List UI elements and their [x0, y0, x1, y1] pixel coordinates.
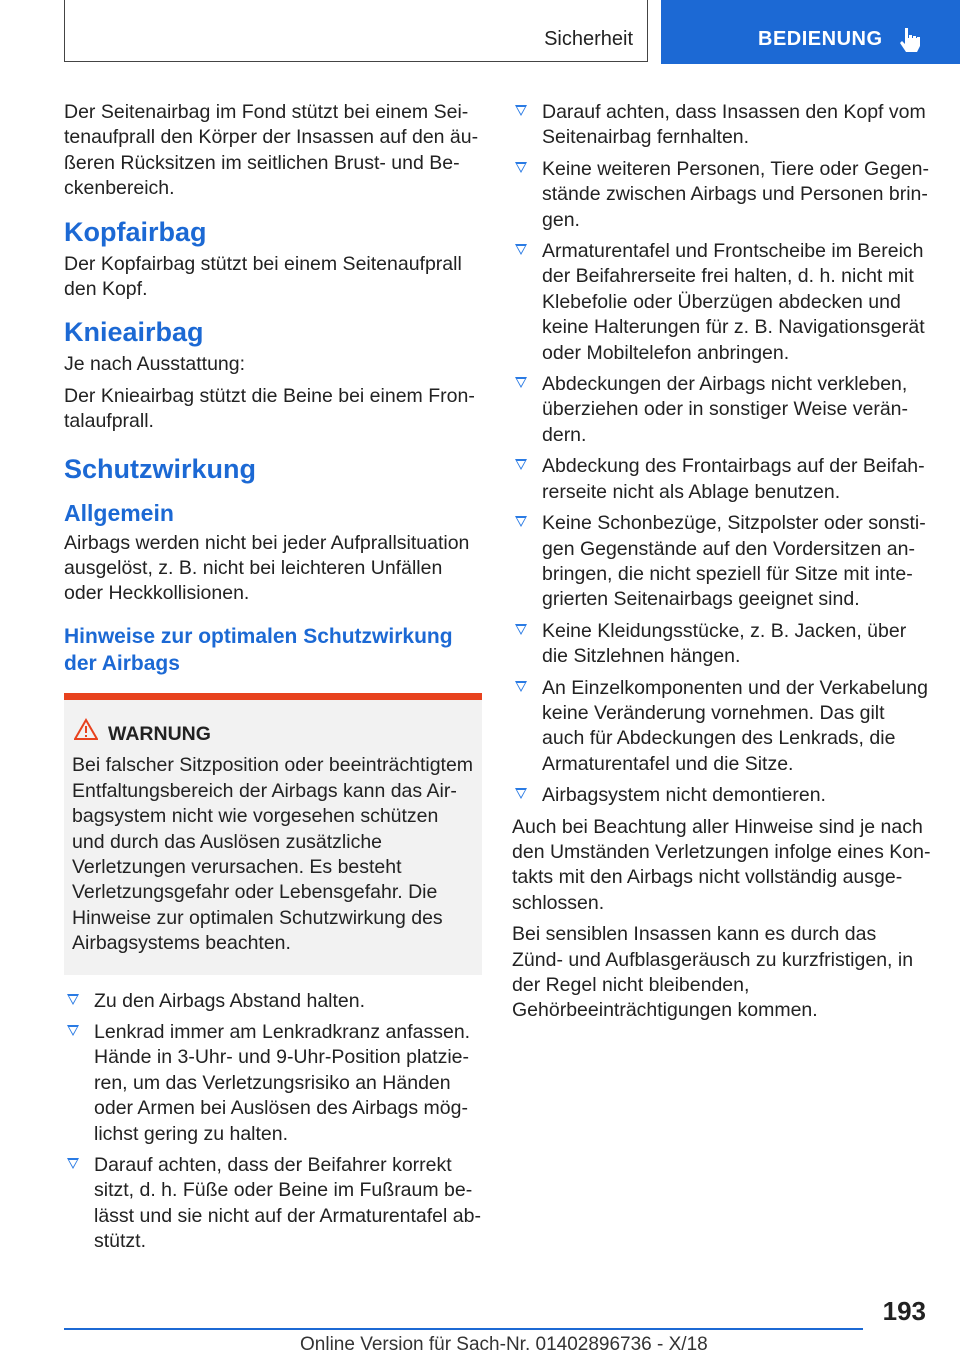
list-item: Abdeckung des Frontairbags auf der Beifahrerseite nicht als Ablage benutzen.: [512, 454, 932, 505]
closing-paragraph-2: Bei sensiblen Insassen kann es durch das Zünd- und Aufblasgeräusch zu kurzfristigen, in der Regel nicht bleibenden, Gehörbeeinträchtigungen kommen.: [512, 923, 914, 1022]
list-item: An Einzelkomponenten und der Verkabelung keine Veränderung vornehmen. Das gilt auch für Abdeckungen des Lenkrads, die Armaturentafel und die Sitze.: [512, 676, 932, 778]
list-item: Airbagsystem nicht demontieren.: [512, 783, 932, 808]
triangle-bullet-icon: [67, 1158, 79, 1169]
triangle-bullet-icon: [515, 162, 527, 173]
closing-paragraph-1: Auch bei Beachtung aller Hinweise sind je nach den Umständen Verletzungen infolge eines Kontakts mit den Airbags nicht vollständig ausgeschlossen.: [512, 815, 931, 914]
triangle-bullet-icon: [515, 244, 527, 255]
list-item: Lenkrad immer am Lenkradkranz anfassen. Hände in 3-Uhr- und 9-Uhr-Position platzieren, um das Verletzungsrisiko an Händen oder Armen bei Auslösen des Airbags möglichst gering zu halten.: [64, 1020, 482, 1147]
knieairbag-text-1: Je nach Ausstattung:: [64, 353, 246, 376]
list-item: Darauf achten, dass Insassen den Kopf vom Seitenairbag fernhalten.: [512, 100, 932, 151]
footer-text: Online Version für Sach-Nr. 01402896736 - X/18: [300, 1334, 708, 1355]
warning-title: [108, 722, 474, 747]
warning-triangle-icon: [74, 718, 98, 742]
warning-box: [64, 693, 482, 975]
list-item: Keine Schonbezüge, Sitzpolster oder sonstigen Gegenstände auf den Vordersitzen anbringen, die nicht speziell für Sitze mit integrierten Seitenairbags geeignet sind.: [512, 511, 932, 613]
allgemein-text: Airbags werden nicht bei jeder Aufprallsituation ausgelöst, z. B. nicht bei leichteren Unfällen oder Heckkollisionen.: [64, 531, 470, 605]
list-item: Keine Kleidungsstücke, z. B. Jacken, über die Sitzlehnen hängen.: [512, 619, 932, 670]
header-section-box: [64, 0, 648, 62]
heading-knieairbag: Knieairbag: [64, 317, 204, 348]
left-bullet-list: [64, 989, 482, 1255]
chapter-title: BEDIENUNG: [758, 28, 883, 50]
list-item: Zu den Airbags Abstand halten.: [64, 989, 482, 1014]
list-item: Darauf achten, dass der Beifahrer korrekt sitzt, d. h. Füße oder Beine im Fußraum belässt und sie nicht auf der Armaturentafel abstützt.: [64, 1153, 482, 1255]
heading-kopfairbag: Kopfairbag: [64, 216, 207, 247]
triangle-bullet-icon: [515, 624, 527, 635]
triangle-bullet-icon: [515, 681, 527, 692]
heading-schutzwirkung: Schutzwirkung: [64, 453, 257, 484]
warning-title-text: WARNUNG: [108, 722, 211, 745]
triangle-bullet-icon: [515, 377, 527, 388]
triangle-bullet-icon: [67, 994, 79, 1005]
triangle-bullet-icon: [515, 105, 527, 116]
heading-hinweise: Hinweise zur optimalen Schutzwirkung der Airbags: [64, 624, 453, 675]
list-item: Keine weiteren Personen, Tiere oder Gegenstände zwischen Airbags und Personen bringen.: [512, 157, 932, 233]
triangle-bullet-icon: [515, 788, 527, 799]
knieairbag-text-2: Der Knieairbag stützt die Beine bei einem Frontalaufprall.: [64, 384, 475, 433]
right-bullet-list: [512, 100, 932, 809]
intro-paragraph: Der Seitenairbag im Fond stützt bei einem Seitenaufprall den Körper der Insassen auf den äußeren Rücksitzen im seitlichen Brust- und Beckenbereich.: [64, 101, 479, 200]
list-item: Armaturentafel und Frontscheibe im Bereich der Beifahrerseite frei halten, d. h. nicht mit Klebefolie oder Überzügen abdecken und keine Halterungen für z. B. Navigationsgerät oder Mobiltelefon anbringen.: [512, 239, 932, 366]
footer-divider: [64, 1328, 863, 1330]
triangle-bullet-icon: [515, 459, 527, 470]
hand-pointer-icon: [897, 26, 923, 54]
heading-allgemein: Allgemein: [64, 499, 174, 526]
page-number: 193: [882, 1296, 926, 1326]
warning-text: Bei falscher Sitzposition oder beeinträchtigtem Entfaltungsbereich der Airbags kann das Airbagsystem nicht wie vorgesehen schützen und durch das Auslösen zusätzliche Verletzungen verursachen. Es besteht Verletzungsgefahr oder Lebensgefahr. Die Hinweise zur optimalen Schutzwirkung des Airbagsystems beachten.: [72, 754, 474, 955]
section-title: Sicherheit: [544, 28, 633, 50]
left-column: [64, 100, 482, 1261]
header-chapter-box[interactable]: [661, 0, 960, 64]
right-column: [512, 100, 932, 1030]
triangle-bullet-icon: [67, 1025, 79, 1036]
list-item: Abdeckungen der Airbags nicht verkleben, überziehen oder in sonstiger Weise verändern.: [512, 372, 932, 448]
kopfairbag-text: Der Kopfairbag stützt bei einem Seitenaufprall den Kopf.: [64, 252, 462, 301]
triangle-bullet-icon: [515, 516, 527, 527]
